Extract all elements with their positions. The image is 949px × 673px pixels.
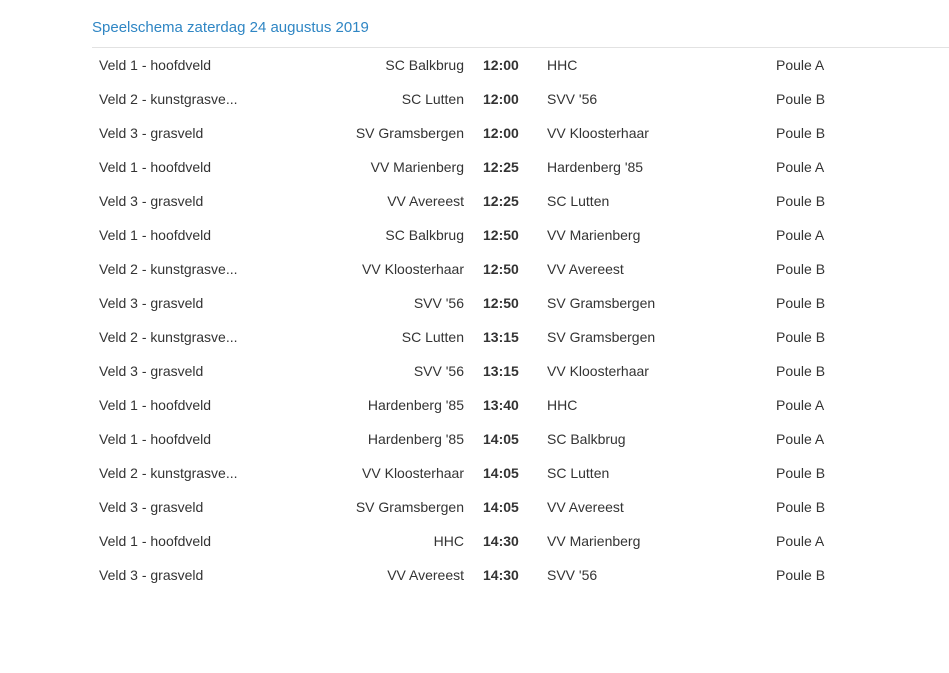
field-cell: Veld 3 - grasveld xyxy=(99,295,204,311)
away-team-cell: SVV '56 xyxy=(547,567,598,583)
home-team-cell: SC Balkbrug xyxy=(385,227,464,243)
away-team-cell: VV Marienberg xyxy=(547,533,641,549)
match-row xyxy=(92,524,949,558)
kickoff-time-cell: 12:50 xyxy=(483,295,519,311)
kickoff-time-cell: 14:05 xyxy=(483,499,519,515)
pool-cell: Poule A xyxy=(776,57,825,73)
kickoff-time-cell: 12:00 xyxy=(483,91,519,107)
field-cell: Veld 3 - grasveld xyxy=(99,193,204,209)
home-team-cell: SC Balkbrug xyxy=(385,57,464,73)
schedule-title: Speelschema zaterdag 24 augustus 2019 xyxy=(92,19,369,36)
kickoff-time-cell: 12:00 xyxy=(483,57,519,73)
away-team-cell: SC Lutten xyxy=(547,193,610,209)
home-team-cell: SV Gramsbergen xyxy=(355,125,464,141)
home-team-cell: Hardenberg '85 xyxy=(367,431,464,447)
home-team-cell: VV Avereest xyxy=(387,193,464,209)
home-team-cell: SC Lutten xyxy=(401,91,464,107)
home-team-cell: Hardenberg '85 xyxy=(367,397,464,413)
field-cell: Veld 2 - kunstgrasve... xyxy=(99,261,238,277)
match-row xyxy=(92,184,949,218)
home-team-cell: VV Marienberg xyxy=(370,159,464,175)
match-row xyxy=(92,388,949,422)
field-cell: Veld 2 - kunstgrasve... xyxy=(99,465,238,481)
kickoff-time-cell: 12:25 xyxy=(483,159,519,175)
away-team-cell: VV Kloosterhaar xyxy=(547,125,649,141)
match-row xyxy=(92,456,949,490)
pool-cell: Poule B xyxy=(776,567,826,583)
away-team-cell: SVV '56 xyxy=(547,91,598,107)
away-team-cell: VV Avereest xyxy=(547,261,624,277)
field-cell: Veld 1 - hoofdveld xyxy=(99,227,212,243)
schedule-table xyxy=(92,48,949,592)
match-row xyxy=(92,354,949,388)
away-team-cell: SC Lutten xyxy=(547,465,610,481)
field-cell: Veld 3 - grasveld xyxy=(99,499,204,515)
away-team-cell: VV Marienberg xyxy=(547,227,641,243)
pool-cell: Poule B xyxy=(776,465,826,481)
field-cell: Veld 3 - grasveld xyxy=(99,363,204,379)
pool-cell: Poule B xyxy=(776,193,826,209)
match-row xyxy=(92,116,949,150)
home-team-cell: VV Kloosterhaar xyxy=(362,465,464,481)
kickoff-time-cell: 12:50 xyxy=(483,261,519,277)
pool-cell: Poule B xyxy=(776,363,826,379)
match-row xyxy=(92,422,949,456)
match-row xyxy=(92,558,949,592)
field-cell: Veld 1 - hoofdveld xyxy=(99,57,212,73)
away-team-cell: HHC xyxy=(547,57,578,73)
home-team-cell: HHC xyxy=(433,533,464,549)
field-cell: Veld 1 - hoofdveld xyxy=(99,533,212,549)
kickoff-time-cell: 12:50 xyxy=(483,227,519,243)
away-team-cell: Hardenberg '85 xyxy=(547,159,644,175)
match-row xyxy=(92,286,949,320)
kickoff-time-cell: 14:30 xyxy=(483,533,519,549)
field-cell: Veld 2 - kunstgrasve... xyxy=(99,329,238,345)
away-team-cell: VV Kloosterhaar xyxy=(547,363,649,379)
field-cell: Veld 1 - hoofdveld xyxy=(99,431,212,447)
pool-cell: Poule A xyxy=(776,431,825,447)
away-team-cell: SC Balkbrug xyxy=(547,431,626,447)
match-row xyxy=(92,320,949,354)
home-team-cell: SC Lutten xyxy=(401,329,464,345)
pool-cell: Poule A xyxy=(776,397,825,413)
pool-cell: Poule B xyxy=(776,295,826,311)
kickoff-time-cell: 14:05 xyxy=(483,465,519,481)
kickoff-time-cell: 12:00 xyxy=(483,125,519,141)
field-cell: Veld 1 - hoofdveld xyxy=(99,159,212,175)
match-row xyxy=(92,218,949,252)
away-team-cell: SV Gramsbergen xyxy=(547,295,656,311)
kickoff-time-cell: 14:30 xyxy=(483,567,519,583)
kickoff-time-cell: 13:15 xyxy=(483,329,519,345)
match-row xyxy=(92,490,949,524)
pool-cell: Poule B xyxy=(776,125,826,141)
field-cell: Veld 2 - kunstgrasve... xyxy=(99,91,238,107)
kickoff-time-cell: 14:05 xyxy=(483,431,519,447)
home-team-cell: VV Kloosterhaar xyxy=(362,261,464,277)
kickoff-time-cell: 12:25 xyxy=(483,193,519,209)
field-cell: Veld 3 - grasveld xyxy=(99,125,204,141)
pool-cell: Poule B xyxy=(776,261,826,277)
away-team-cell: VV Avereest xyxy=(547,499,624,515)
home-team-cell: SVV '56 xyxy=(413,363,464,379)
pool-cell: Poule A xyxy=(776,533,825,549)
home-team-cell: SV Gramsbergen xyxy=(355,499,464,515)
match-row xyxy=(92,48,949,82)
pool-cell: Poule A xyxy=(776,159,825,175)
home-team-cell: VV Avereest xyxy=(387,567,464,583)
pool-cell: Poule B xyxy=(776,329,826,345)
match-row xyxy=(92,150,949,184)
pool-cell: Poule B xyxy=(776,499,826,515)
field-cell: Veld 1 - hoofdveld xyxy=(99,397,212,413)
match-row xyxy=(92,252,949,286)
away-team-cell: SV Gramsbergen xyxy=(547,329,656,345)
pool-cell: Poule A xyxy=(776,227,825,243)
field-cell: Veld 3 - grasveld xyxy=(99,567,204,583)
pool-cell: Poule B xyxy=(776,91,826,107)
home-team-cell: SVV '56 xyxy=(413,295,464,311)
kickoff-time-cell: 13:40 xyxy=(483,397,519,413)
kickoff-time-cell: 13:15 xyxy=(483,363,519,379)
match-row xyxy=(92,82,949,116)
away-team-cell: HHC xyxy=(547,397,578,413)
